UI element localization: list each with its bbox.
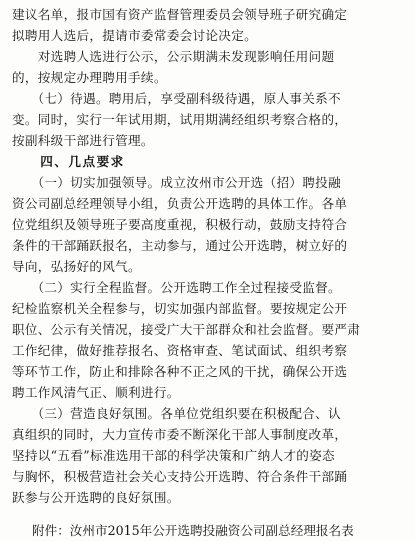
text-line: 坚持以“五看”标准选用干部的科学决策和广纳人才的姿态	[12, 448, 335, 463]
text-line: 拟聘用人选后，提请市委常委会讨论决定。	[12, 28, 257, 43]
text-line: 纪检监察机关全程参与，切实加强内部监督。要按规定公开	[12, 301, 348, 316]
text-line: 聘工作风清气正、顺利进行。	[12, 385, 180, 400]
text-line: 导向，弘扬好的风气。	[12, 259, 141, 274]
text-line: （一）切实加强领导。成立汝州市公开选（招）聘投融	[12, 175, 341, 190]
text-line: 职位、公示有关情况，接受广大干部群众和社会监督。要严肃	[12, 322, 361, 337]
text-line: 变。同时，实行一年试用期，试用期满经组织考察合格的，	[12, 112, 348, 127]
text-line: （三）营造良好氛围。各单位党组织要在积极配合、认	[12, 406, 341, 421]
section-heading-requirements: 四、几点要求	[12, 154, 125, 169]
text-line: 位党组织及领导班子要高度重视，积极行动，鼓励支持符合	[12, 217, 348, 232]
text-line: 条件的干部踊跃报名，主动参与，通过公开选聘，树立好的	[12, 238, 348, 253]
text-line: 对选聘人选进行公示，公示期满未发现影响任用问题	[12, 49, 335, 64]
text-line: （七）待遇。聘用后，享受副科级待遇，原人事关系不	[12, 91, 341, 106]
text-line: 按副科级干部进行管理。	[12, 133, 154, 148]
text-line: （二）实行全程监督。公开选聘工作全过程接受监督。	[12, 280, 341, 295]
attachment-note: 附件：汝州市2015年公开选聘投融资公司副总经理报名表	[32, 523, 354, 538]
text-line: 工作纪律，做好推荐报名、资格审查、笔试面试、组织考察	[12, 343, 348, 358]
text-line: 跃参与公开选聘的良好氛围。	[12, 490, 180, 505]
text-line: 建议名单，报市国有资产监督管理委员会领导班子研究确定	[12, 7, 348, 22]
text-line: 等环节工作，防止和排除各种不正之风的干扰，确保公开选	[12, 364, 348, 379]
text-line: 资公司副总经理领导小组，负责公开选聘的具体工作。各单	[12, 196, 348, 211]
text-line: 与胸怀，积极营造社会关心支持公开选聘、符合条件干部踊	[12, 469, 348, 484]
text-line: 的，按规定办理聘用手续。	[12, 70, 167, 85]
text-line: 真组织的同时，大力宣传市委不断深化干部人事制度改革，	[12, 427, 348, 442]
